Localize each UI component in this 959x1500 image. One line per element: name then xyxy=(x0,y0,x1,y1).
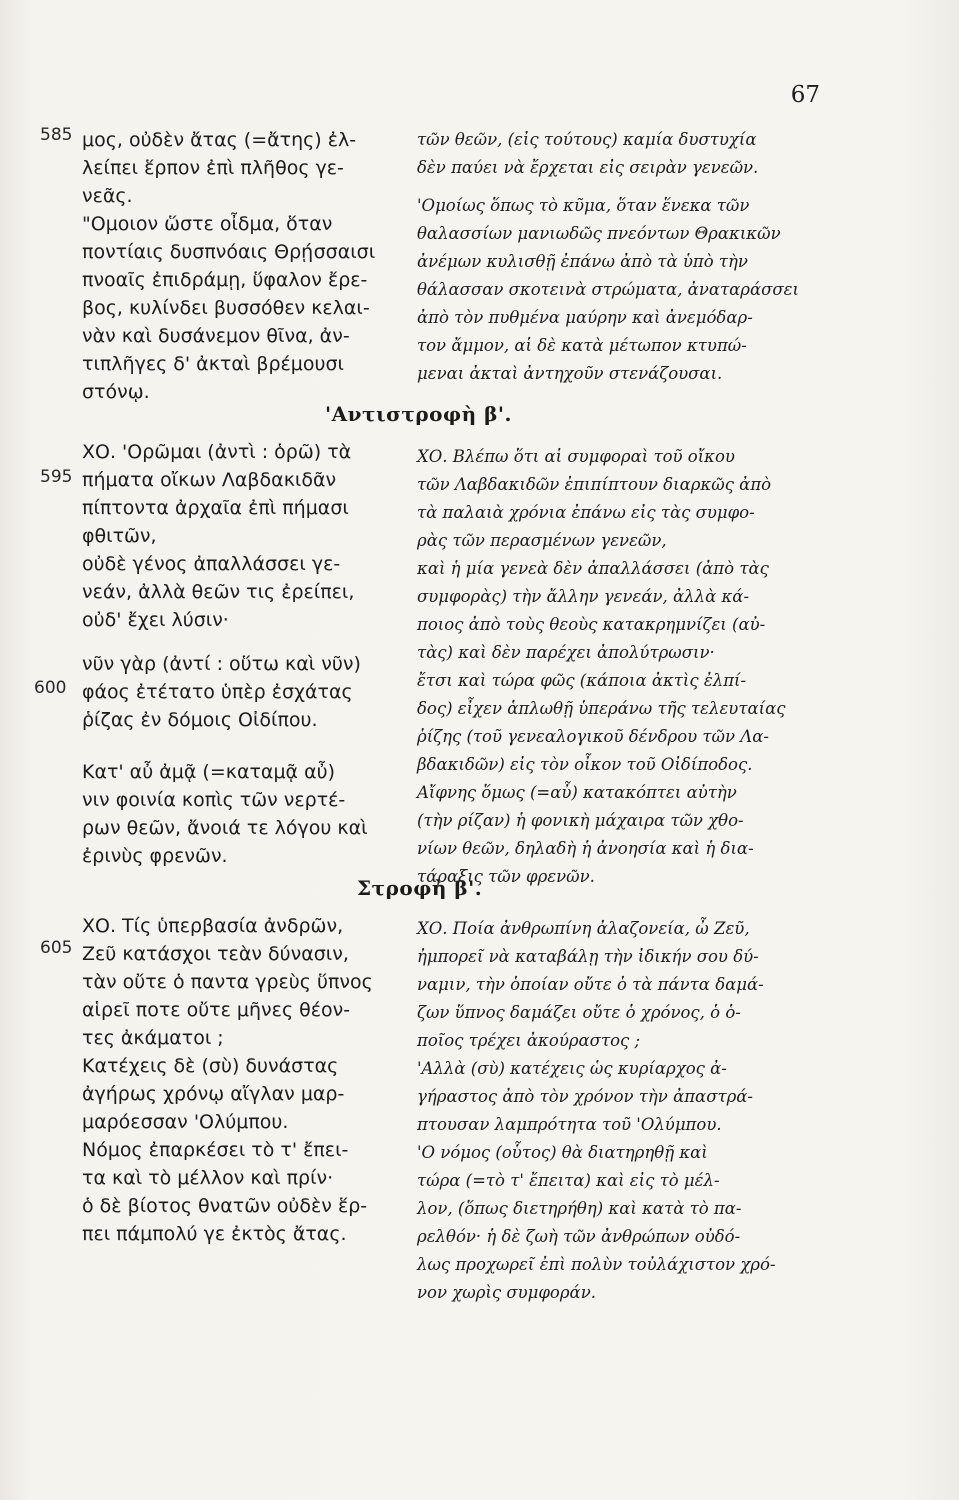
greek-line: νεάν, ἀλλὰ θεῶν τις ἐρείπει, xyxy=(82,581,355,603)
greek-text-block xyxy=(82,438,392,634)
translation-text-block xyxy=(417,443,817,891)
translation-line: λως προχωρεῖ ἐπὶ πολὺν τοὐλάχιστον χρό- xyxy=(417,1255,776,1274)
antistrophe-heading: 'Αντιστροφὴ β'. xyxy=(325,402,512,426)
greek-line: βος, κυλίνδει βυσσόθεν κελαι- xyxy=(82,297,370,319)
greek-line: ἀγήρως χρόνῳ αἴγλαν μαρ- xyxy=(82,1083,345,1105)
translation-line: ῥίζης (τοῦ γενεαλογικοῦ δένδρου τῶν Λα- xyxy=(417,727,769,746)
greek-line: "Ομοιον ὥστε οἶδμα, ὅταν xyxy=(82,213,333,235)
translation-line: ἔτσι καὶ τώρα φῶς (κάποια ἀκτὶς ἐλπί- xyxy=(417,671,747,690)
translation-line: ζων ὕπνος δαμάζει οὔτε ὁ χρόνος, ὁ ὁ- xyxy=(417,1003,741,1022)
greek-line: ποντίαις δυσπνόαις Θρῄσσαισι xyxy=(82,241,376,263)
greek-text-block xyxy=(82,126,392,406)
greek-line: ἐρινὺς φρενῶν. xyxy=(82,845,228,867)
translation-line: τῶν Λαβδακιδῶν ἐπιπίπτουν διαρκῶς ἀπὸ xyxy=(417,475,772,494)
translation-line: νον χωρὶς συμφοράν. xyxy=(417,1283,596,1302)
greek-line: νῦν γὰρ (ἀντί : οὕτω καὶ νῦν) xyxy=(82,653,361,675)
greek-line: ρων θεῶν, ἄνοιά τε λόγου καὶ xyxy=(82,817,368,839)
greek-text-block xyxy=(82,758,392,870)
translation-line: τώρα (=τὸ τ' ἔπειτα) καὶ εἰς τὸ μέλ- xyxy=(417,1171,720,1190)
translation-text-block xyxy=(417,915,817,1307)
greek-line: Κατέχεις δὲ (σὺ) δυνάστας xyxy=(82,1055,339,1077)
greek-text-block xyxy=(82,912,392,1248)
translation-line: ναμιν, τὴν ὁποίαν οὔτε ὁ τὰ πάντα δαμά- xyxy=(417,975,764,994)
translation-line: τῶν θεῶν, (εἰς τούτους) καμία δυστυχία xyxy=(417,130,757,149)
translation-line: γήραστος ἀπὸ τὸν χρόνον τὴν ἀπαστρά- xyxy=(417,1087,754,1106)
greek-line: πίπτοντα ἀρχαῖα ἐπὶ πήμασι xyxy=(82,497,349,519)
greek-line: λείπει ἕρπον ἐπὶ πλῆθος γε- xyxy=(82,157,344,179)
translation-line: τον ἄμμον, αἱ δὲ κατὰ μέτωπον κτυπώ- xyxy=(417,336,747,355)
greek-line: τα καὶ τὸ μέλλον καὶ πρίν· xyxy=(82,1167,334,1189)
translation-line: δὲν παύει νὰ ἔρχεται εἰς σειρὰν γενεῶν. xyxy=(417,158,759,177)
greek-line: αἱρεῖ ποτε οὔτε μῆνες θέον- xyxy=(82,999,351,1021)
greek-line: ΧΟ. Τίς ὑπερβασία ἀνδρῶν, xyxy=(82,915,344,937)
greek-line: φθιτῶν, xyxy=(82,525,157,547)
greek-line: φάος ἐτέτατο ὑπὲρ ἐσχάτας xyxy=(82,681,353,703)
greek-line: μαρόεσσαν 'Ολύμπου. xyxy=(82,1111,289,1133)
translation-line: ΧΟ. Βλέπω ὅτι αἱ συμφοραὶ τοῦ οἴκου xyxy=(417,447,735,466)
translation-line: καὶ ἡ μία γενεὰ δὲν ἀπαλλάσσει (ἀπὸ τὰς xyxy=(417,559,769,578)
greek-line: Νόμος ἐπαρκέσει τὸ τ' ἔπει- xyxy=(82,1139,349,1161)
greek-line: ΧΟ. 'Ορῶμαι (ἀντὶ : ὁρῶ) τὰ xyxy=(82,441,352,463)
translation-line: ρὰς τῶν περασμένων γενεῶν, xyxy=(417,531,667,550)
translation-line: ποιος ἀπὸ τοὺς θεοὺς κατακρημνίζει (αὐ- xyxy=(417,615,766,634)
translation-line: συμφορὰς) τὴν ἄλλην γενεάν, ἀλλὰ κά- xyxy=(417,587,750,606)
greek-line: μος, οὐδὲν ἄτας (=ἄτης) ἐλ- xyxy=(82,129,357,151)
greek-line: οὐδ' ἔχει λύσιν· xyxy=(82,609,229,631)
greek-line: τες ἀκάματοι ; xyxy=(82,1027,224,1049)
greek-line: ὁ δὲ βίοτος θνατῶν οὐδὲν ἕρ- xyxy=(82,1195,368,1217)
translation-line: βδακιδῶν) εἰς τὸν οἶκον τοῦ Οἰδίποδος. xyxy=(417,755,753,774)
translation-line: νίων θεῶν, δηλαδὴ ἡ ἀνοησία καὶ ἡ δια- xyxy=(417,839,754,858)
greek-line: οὐδὲ γένος ἀπαλλάσσει γε- xyxy=(82,553,341,575)
greek-line: πει πάμπολύ γε ἐκτὸς ἄτας. xyxy=(82,1223,347,1245)
greek-line: νὰν καὶ δυσάνεμον θῖνα, ἀν- xyxy=(82,325,350,347)
translation-line: τὰς) καὶ δὲν παρέχει ἀπολύτρωσιν· xyxy=(417,643,715,662)
strophe-heading: Στροφὴ β'. xyxy=(357,876,483,900)
greek-line: τιπλῆγες δ' ἀκταὶ βρέμουσι xyxy=(82,353,344,375)
translation-line: ἠμπορεῖ νὰ καταβάλῃ τὴν ἰδικήν σου δύ- xyxy=(417,947,759,966)
translation-line: ποῖος τρέχει ἀκούραστος ; xyxy=(417,1031,641,1050)
translation-line: πτουσαν λαμπρότητα τοῦ 'Ολύμπου. xyxy=(417,1115,722,1134)
line-number-605: 605 xyxy=(40,938,73,958)
translation-line: 'Αλλὰ (σὺ) κατέχεις ὡς κυρίαρχος ἀ- xyxy=(417,1059,727,1078)
line-number-595: 595 xyxy=(40,467,73,487)
translation-line: ἀπὸ τὸν πυθμένα μαύρην καὶ ἀνεμόδαρ- xyxy=(417,308,753,327)
page-number: 67 xyxy=(790,82,820,108)
translation-line: θάλασσαν σκοτεινὰ στρώματα, ἀναταράσσει xyxy=(417,280,799,299)
translation-line: τάραξις τῶν φρενῶν. xyxy=(417,867,595,886)
translation-line: μεναι ἀκταὶ ἀντηχοῦν στενάζουσαι. xyxy=(417,364,723,383)
translation-line: τὰ παλαιὰ χρόνια ἐπάνω εἰς τὰς συμφο- xyxy=(417,503,755,522)
translation-line: (τὴν ρίζαν) ἡ φονικὴ μάχαιρα τῶν χθο- xyxy=(417,811,744,830)
greek-line: τὰν οὔτε ὁ παντα γρεὺς ὕπνος xyxy=(82,971,373,993)
line-number-600: 600 xyxy=(34,678,67,698)
translation-line: Αἴφνης ὅμως (=αὖ) κατακόπτει αὐτὴν xyxy=(417,783,737,802)
greek-line: ῥίζας ἐν δόμοις Οἰδίπου. xyxy=(82,709,318,731)
translation-line: 'Ο νόμος (οὗτος) θὰ διατηρηθῇ καὶ xyxy=(417,1143,708,1162)
greek-text-block xyxy=(82,650,392,734)
translation-text-block xyxy=(417,126,817,388)
greek-line: νεᾶς. xyxy=(82,185,133,207)
translation-line: 'Ομοίως ὅπως τὸ κῦμα, ὅταν ἕνεκα τῶν xyxy=(417,196,750,215)
greek-line: νιν φοινία κοπὶς τῶν νερτέ- xyxy=(82,789,346,811)
translation-line: ρελθόν· ἡ δὲ ζωὴ τῶν ἀνθρώπων οὐδό- xyxy=(417,1227,741,1246)
greek-line: στόνῳ. xyxy=(82,381,150,403)
line-number-585: 585 xyxy=(40,125,73,145)
translation-line: ΧΟ. Ποία ἀνθρωπίνη ἀλαζονεία, ὦ Ζεῦ, xyxy=(417,919,750,938)
translation-line: θαλασσίων μανιωδῶς πνεόντων Θρακικῶν xyxy=(417,224,781,243)
greek-line: πήματα οἴκων Λαβδακιδᾶν xyxy=(82,469,337,491)
translation-line: ἀνέμων κυλισθῇ ἐπάνω ἀπὸ τὰ ὑπὸ τὴν xyxy=(417,252,748,271)
greek-line: Κατ' αὖ ἀμᾷ (=καταμᾷ αὖ) xyxy=(82,761,336,783)
translation-line: δος) εἶχεν ἁπλωθῇ ὑπεράνω τῆς τελευταίας xyxy=(417,699,786,718)
greek-line: Ζεῦ κατάσχοι τεὰν δύνασιν, xyxy=(82,943,349,965)
translation-line: λον, (ὅπως διετηρήθη) καὶ κατὰ τὸ πα- xyxy=(417,1199,742,1218)
greek-line: πνοαῖς ἐπιδράμῃ, ὕφαλον ἔρε- xyxy=(82,269,368,291)
